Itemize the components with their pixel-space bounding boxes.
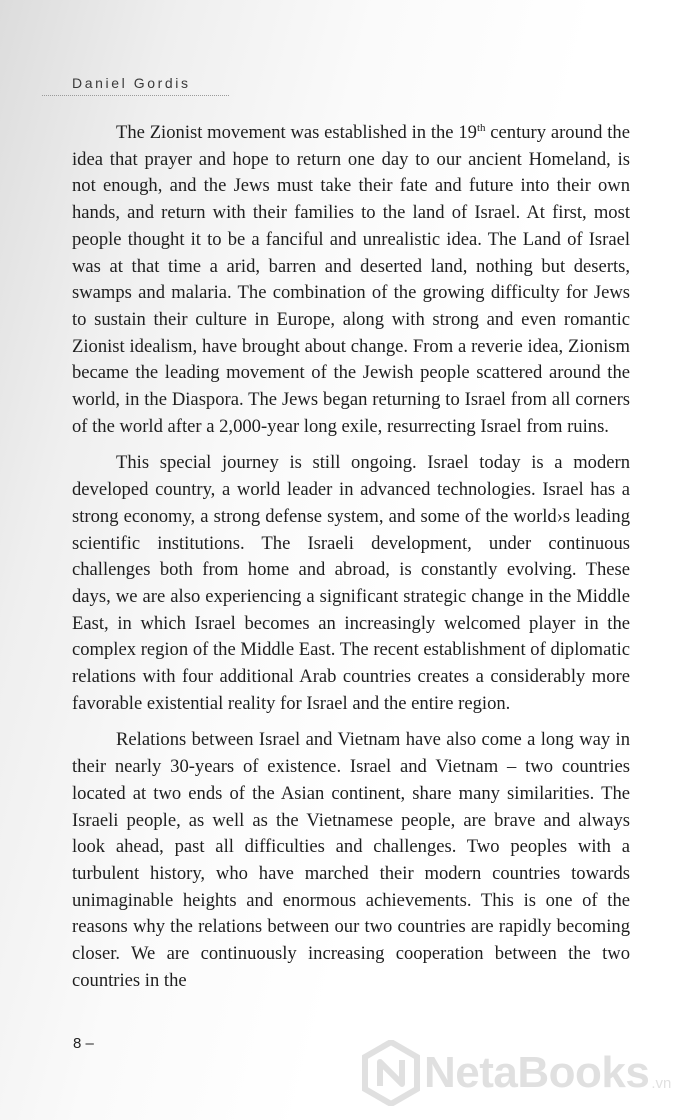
- header-divider: [42, 95, 229, 96]
- paragraph-2: This special journey is still ongoing. Israel today is a modern developed country, a world leader in advanced technologies. Israel has a strong economy, a strong defense system, and some of the world›s leading scientific institutions. The Israeli development, under continuous challenges both from home and abroad, is constantly evolving. These days, we are also experiencing a significant strategic change in the Middle East, in which Israel becomes an increasingly welcomed player in the complex region of the Middle East. The recent establishment of diplomatic relations with four additional Arab countries creates a considerably more favorable existential reality for Israel and the entire region.: [72, 452, 630, 714]
- watermark-brand: NetaBooks: [424, 1048, 650, 1097]
- paragraph-1: [72, 120, 630, 440]
- paragraph-3: Relations between Israel and Vietnam have also come a long way in their nearly 30-years of existence. Israel and Vietnam – two countries located at two ends of the Asian continent, share many similarities. The Israeli people, as well as the Vietnamese people, are brave and always look ahead, past all difficulties and challenges. Two peoples with a turbulent history, who have marched their modern countries towards unimaginable heights and enormous achievements. This is one of the reasons why the relations between our two countries are rapidly becoming closer. We are continuously increasing cooperation between the two countries in the: [72, 729, 630, 991]
- author-name: Daniel Gordis: [72, 75, 191, 91]
- paragraph-1-text-end: century around the idea that prayer and hope to return one day to our ancient Homeland, is not enough, and the Jews must take their fate and future into their own hands, and return with their families to the land of Israel. At first, most people thought it to be a fanciful and unrealistic idea. The Land of Israel was at that time a arid, barren and deserted land, nothing but deserts, swamps and malaria. The combination of the growing difficulty for Jews to sustain their culture in Europe, along with strong and even romantic Zionist idealism, have brought about change. From a reverie idea, Zionism became the leading movement of the Jewish people scattered around the world, in the Diaspora. The Jews began returning to Israel from all corners of the world after a 2,000-year long exile, resurrecting Israel from ruins.: [72, 122, 630, 437]
- page-number: 8 –: [73, 1035, 94, 1052]
- netabooks-logo-icon: [362, 1040, 420, 1106]
- watermark: [362, 1040, 671, 1106]
- body-text: [72, 120, 630, 1005]
- paragraph-1-text-start: The Zionist movement was established in the 19: [116, 122, 477, 143]
- watermark-domain-suffix: .vn: [651, 1075, 672, 1092]
- running-header: [72, 74, 229, 96]
- ordinal-superscript: th: [476, 122, 486, 134]
